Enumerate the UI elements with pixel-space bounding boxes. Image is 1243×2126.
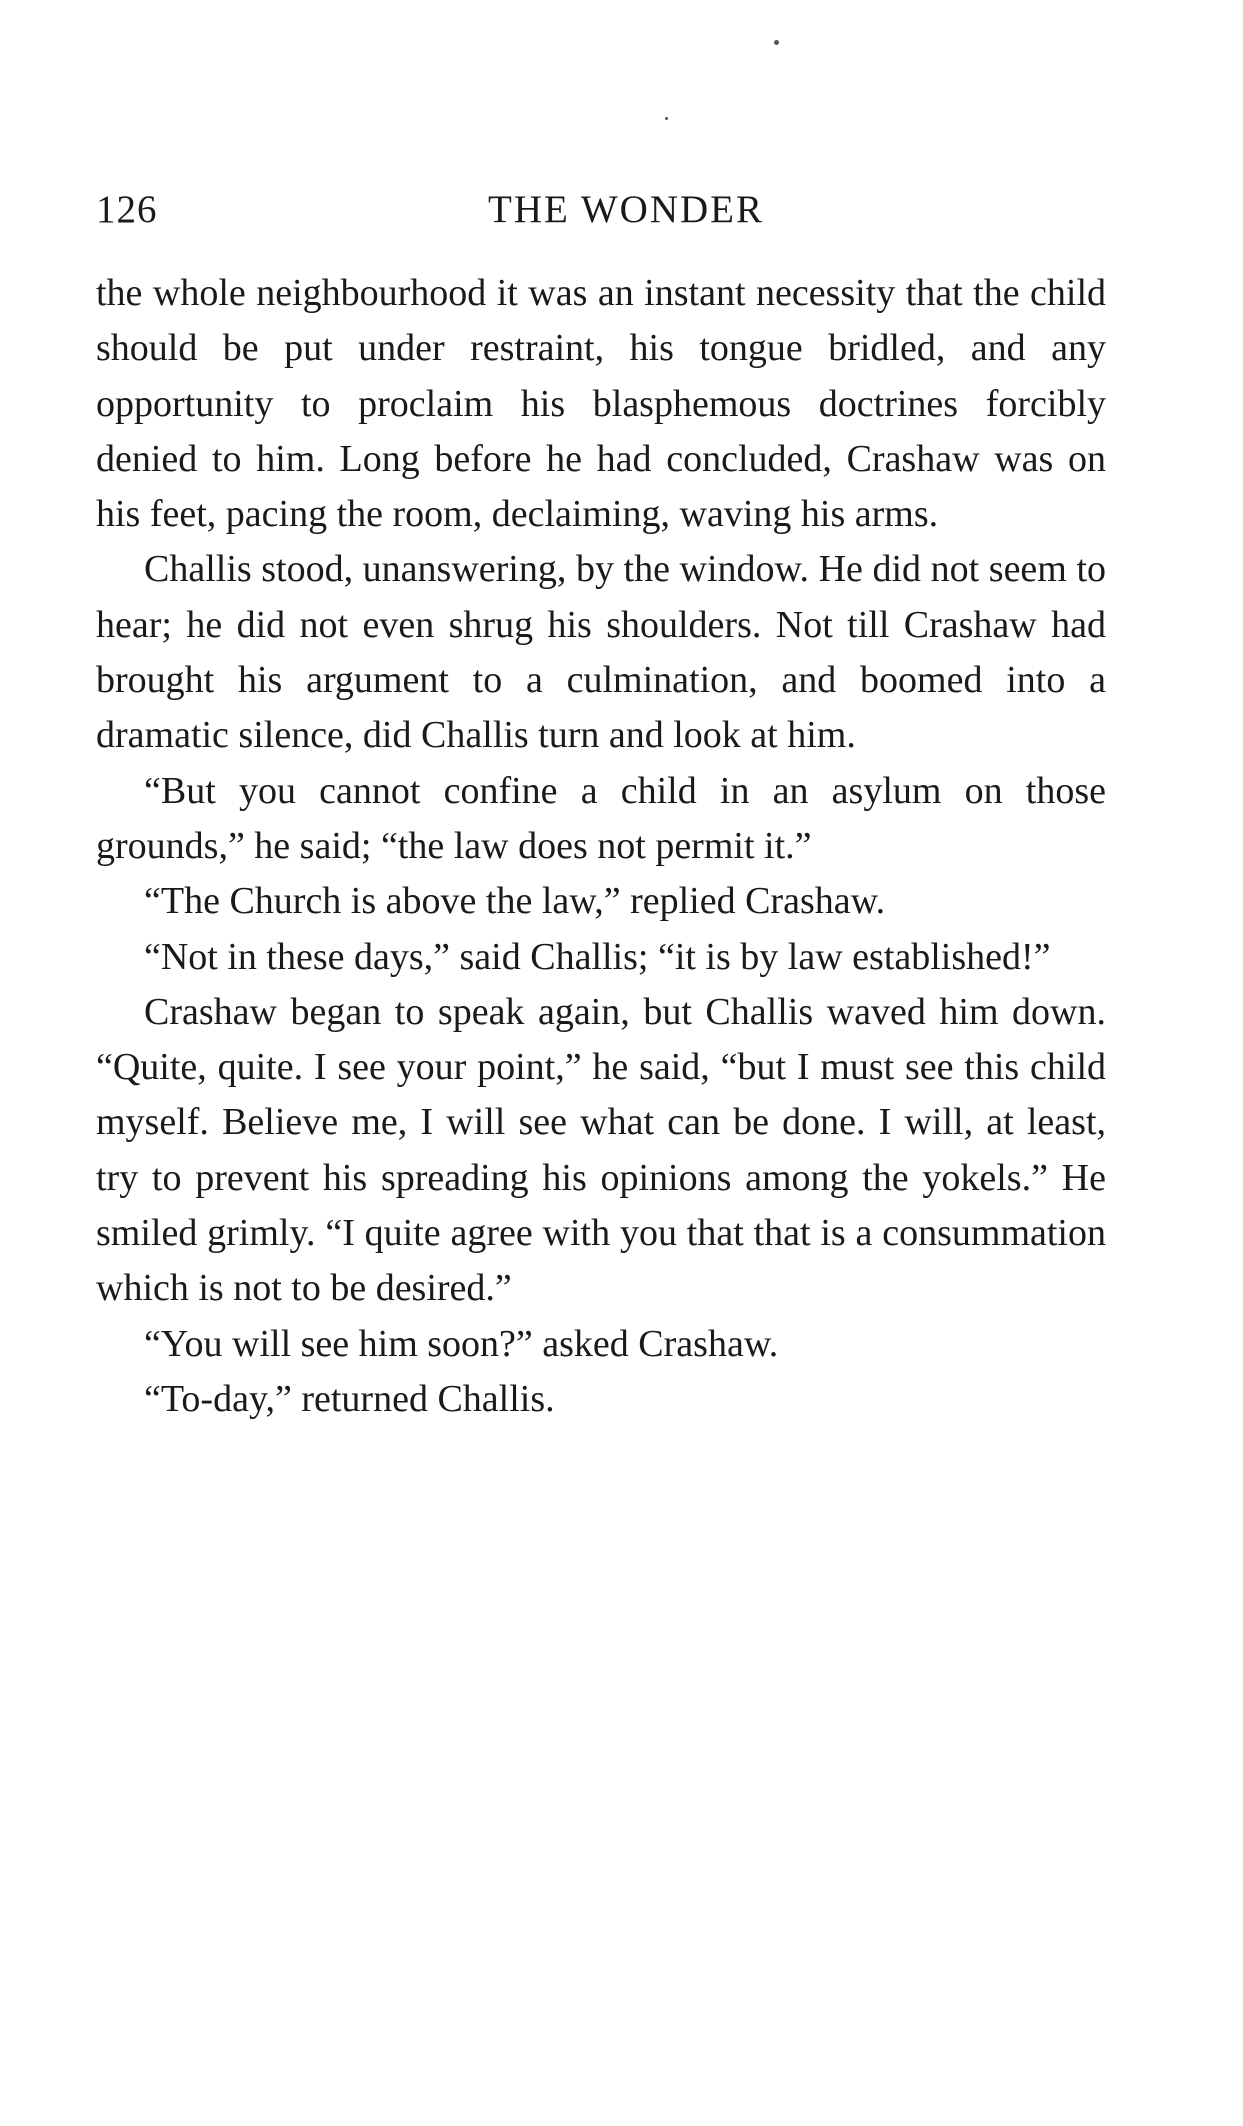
page-number: 126 (96, 188, 158, 231)
page-header (96, 180, 1106, 240)
body-text (96, 266, 1106, 1427)
print-speck (774, 40, 779, 45)
print-speck (665, 117, 668, 120)
running-title: THE WONDER (488, 188, 764, 231)
paragraph: “You will see him soon?” asked Crashaw. (144, 1322, 779, 1365)
paragraph: Challis stood, unanswering, by the window. He did not seem to hear; he did not even shrug his shoulders. Not till Crashaw had brought his argument to a culmination, and boomed into a dramatic silence, did Challis turn and look at him. (96, 548, 1106, 757)
paragraph: the whole neighbourhood it was an instant necessity that the child should be put under restraint, his tongue bridled, and any opportunity to proclaim his blasphemous doctrines forcibly denied to him. Long before he had concluded, Crashaw was on his feet, pacing the room, declaiming, waving his arms. (96, 272, 1106, 536)
paragraph: Crashaw began to speak again, but Challis waved him down. “Quite, quite. I see your point,” he said, “but I must see this child myself. Believe me, I will see what can be done. I will, at least, try to prevent his spreading his opinions among the yokels.” He smiled grimly. “I quite agree with you that that is a consummation which is not to be desired.” (96, 990, 1106, 1310)
paragraph: “The Church is above the law,” replied Crashaw. (144, 880, 886, 923)
paragraph: “Not in these days,” said Challis; “it is by law established!” (144, 935, 1051, 978)
paragraph: “To-day,” returned Challis. (144, 1377, 555, 1420)
paragraph: “But you cannot confine a child in an asylum on those grounds,” he said; “the law does not permit it.” (96, 769, 1106, 867)
